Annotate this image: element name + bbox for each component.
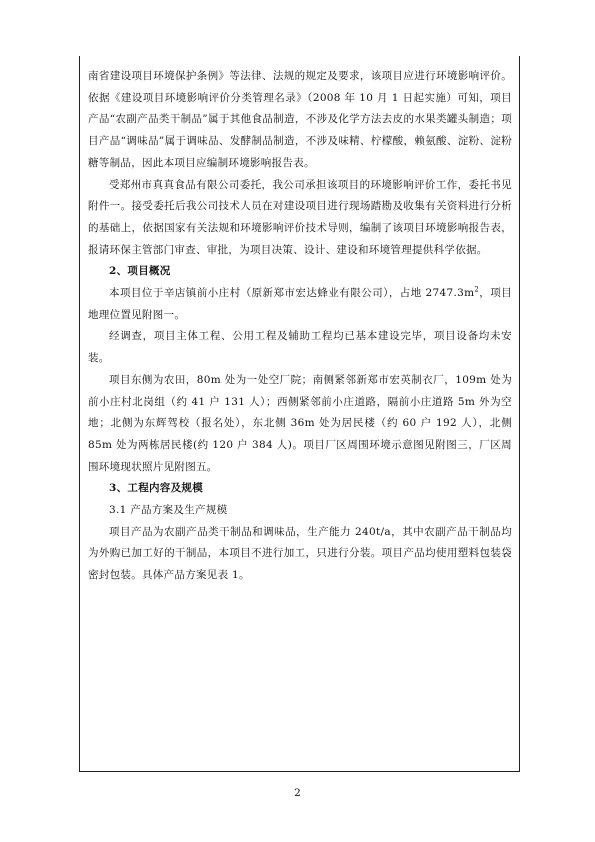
location-text: 本项目位于辛店镇前小庄村（原新郑市宏达蜂业有限公司），占地 2747.3m: [109, 287, 475, 300]
location-text-end: ，项目地理位置见附图一。: [88, 287, 512, 321]
subsection-heading-product-plan: 3.1 产品方案及生产规模: [109, 504, 228, 517]
section-heading-scope: 3、工程内容及规模: [109, 482, 204, 495]
area-unit-superscript: 2: [474, 285, 480, 294]
paragraph-location: [88, 283, 512, 326]
section-heading-project-overview: 2、项目概况: [109, 265, 171, 278]
paragraph-surroundings: 项目东侧为农田，80m 处为一处空厂院；南侧紧邻新郑市宏英制衣厂，109m 处为前小庄村北岗组（约 41 户 131 人）；西侧紧邻前小庄道路，隔前小庄道路 5m 外为空地；北侧为东辉驾校（报名处），东北侧 36m 处为居民楼（约 60 户 192 人），北侧 85m 处为两栋居民楼(约 120 户 384 人)。项目厂区周围环境示意图见附图三，厂区周围环境现状照片见附图五。: [88, 373, 512, 473]
paragraph-commission: 受郑州市真真食品有限公司委托，我公司承担该项目的环境影响评价工作，委托书见附件一。接受委托后我公司技术人员在对建设项目进行现场踏勘及收集有关资料进行分析的基础上，依据国家有关法规和环境影响评价技术导则，编制了该项目环境影响报告表，报请环保主管部门审查、审批，为项目决策、设计、建设和环境管理提供科学依据。: [88, 178, 512, 256]
paragraph-product-capacity: 项目产品为农副产品类干制品和调味品，生产能力 240t/a，其中农副产品干制品均为外购已加工好的干制品，本项目不进行加工，只进行分装。项目产品均使用塑料包装袋密封包装。具体产品方案见表 1。: [88, 525, 512, 582]
document-body: [88, 66, 512, 587]
paragraph-regulation-basis: 南省建设项目环境保护条例》等法律、法规的规定及要求，该项目应进行环境影响评价。依据《建设项目环境影响评价分类管理名录》（2008 年 10 月 1 日起实施）可知，项目产品“农副产品类干制品”属于其他食品制造，不涉及化学方法去皮的水果类罐头制造；项目产品“调味品”属于调味品、发酵制品制造，不涉及味精、柠檬酸，赖氨酸、淀粉、淀粉糖等制品，因此本项目应编制环境影响报告表。: [88, 70, 512, 169]
page-number: 2: [294, 787, 301, 799]
paragraph-construction-status: 经调查，项目主体工程、公用工程及辅助工程均已基本建设完毕，项目设备均未安装。: [88, 330, 512, 365]
